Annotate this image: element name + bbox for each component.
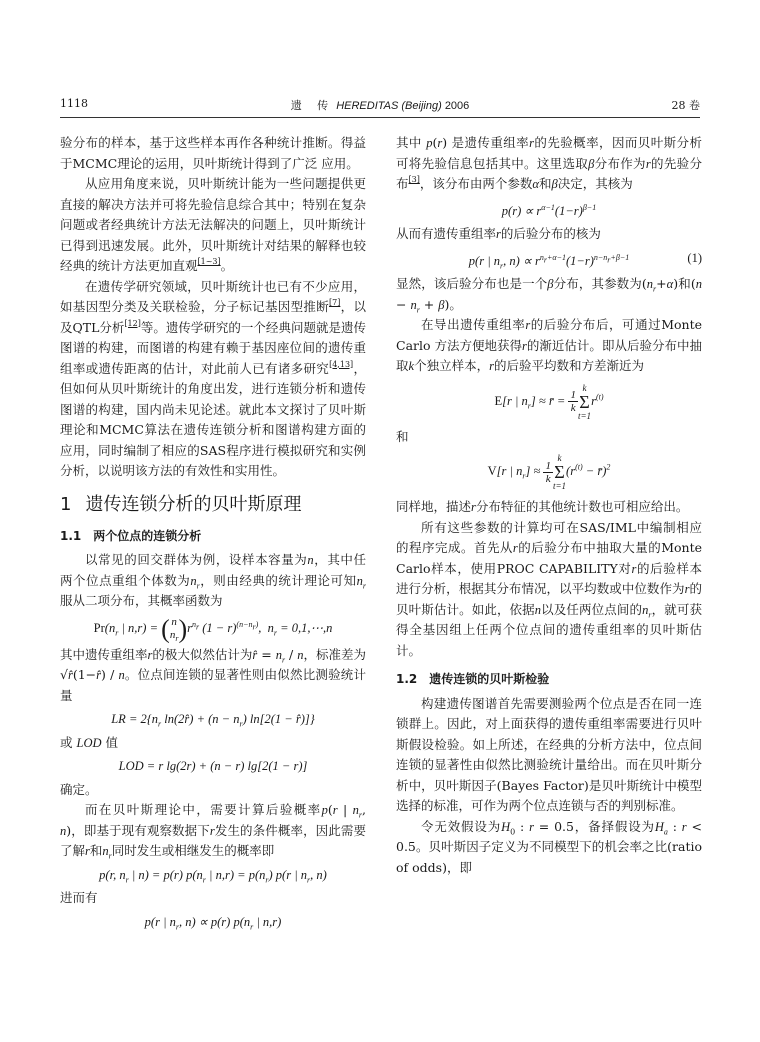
citation-link[interactable]: [4,13] — [329, 359, 354, 369]
paragraph: 或 LOD 值 — [60, 734, 119, 750]
citation-link[interactable]: [3] — [408, 175, 420, 184]
paragraph: 确定。 — [60, 781, 98, 797]
header-rule — [60, 117, 700, 118]
paragraph: 其中遗传重组率r的极大似然估计为r̂ = $n_r$ / n，标准差为√r̂(1−r̂) / n。位点间连锁的显著性则由似然比测验统计量 — [60, 646, 367, 703]
paragraph: 而在贝叶斯理论中，需要计算后验概率p(r | $n_r$, n)，即基于现有观察数据下r发生的条件概率，因此需要了解r和$n_r$同时发生或相继发生的概率即 — [60, 802, 366, 861]
subsection-heading: 1.1 两个位点的连锁分析 — [60, 528, 202, 543]
posterior-kernel-equation: p(r | $n_r$, $n) \propto r^{n_r+\alpha-1}(1-r)^{n-n_r+\beta-1}$ (1) — [396, 248, 702, 272]
lod-equation: LOD = r lg(2r) + (n − r) lg[2(1 − r)] — [118, 759, 308, 774]
citation-link[interactable]: [1~3] — [197, 257, 221, 266]
paragraph: 所有这些参数的计算均可在SAS/IML中编制相应的程序完成。首先从r的后验分布中抽取大量的Monte Carlo样本，使用PROC CAPABILITY对r的后验样本进行分析，根据其分布情况，以平均数或中位数作为r的贝叶斯估计。如此，依据n以及任两位点间的$n_r$，就可获得全基因组上任两个位点间的遗传重组率的贝叶斯估计。 — [396, 519, 702, 658]
paragraph: 令无效假设为$H_0$ : r = 0.5，备择假设为$H_a$ : r < 0.5。贝叶斯因子定义为不同模型下的机会率之比(ratio of odds)，即 — [396, 818, 702, 875]
equation-number: (1) — [687, 250, 702, 265]
left-column — [60, 133, 366, 935]
paragraph: 同样地，描述r分布特征的其他统计数也可相应给出。 — [396, 499, 689, 515]
paragraph: 其中 p(r) 是遗传重组率r的先验概率，因而贝叶斯分析可将先验信息包括其中。这里选取β分布作为r的先验分布[3]，该分布由两个参数α和β决定，其核为 — [396, 135, 702, 191]
paragraph: 在遗传学研究领域，贝叶斯统计也已有不少应用，如基因型分类及关联检验，分子标记基因型推断[7]，以及QTL分析[12]等。遗传学研究的一个经典问题就是遗传图谱的构建，而图谱的构建有赖于基因座位间的遗传重组率或遗传距离的估计，对此前人已有诸多研究[4,13]，但如何从贝叶斯统计的角度出发，进行连锁分析和遗传图谱的构建，国内尚未见论述。就此本文探讨了贝叶斯理论和MCMC算法在遗传连锁分析和图谱构建方面的应用，同时编制了相应的SAS程序进行模拟研究和实例分析，以说明该方法的有效性和实用性。 — [60, 278, 366, 478]
prior-kernel-equation: $p(r) \propto r^{\alpha-1}(1-r)^{\beta-1}$ — [501, 202, 597, 218]
posterior-mean-equation: E[r | $n_r$] ≈ r̄ = $\frac{1}{k}$ k Σ $t=1r^{(t)}$ — [494, 382, 604, 421]
citation-link[interactable]: [12] — [124, 318, 141, 328]
joint-probability-equation: p(r, $n_r$ | n) = p(r) $p(n_r$ | $n,r) = p(n_r)$ p(r | $n_r$, n) — [99, 867, 327, 885]
journal-title: 遗 传 HEREDITAS (Beijing) 2006 — [290, 99, 470, 112]
paragraph: 从而有遗传重组率r的后验分布的核为 — [396, 226, 601, 242]
right-column — [396, 133, 702, 878]
page-number: 1118 — [60, 97, 88, 110]
volume-label: 28 卷 — [671, 99, 700, 112]
paragraph: 构建遗传图谱首先需要测验两个位点是否在同一连锁群上。因此，对上面获得的遗传重组率需要进行贝叶斯假设检验。如上所述，在经典的分析方法中，位点间连锁的显著性由似然比测验统计量给出。而在贝叶斯分析中，贝叶斯因子(Bayes Factor)是贝叶斯统计中模型选择的标准，可作为两个位点连锁与否的判别标准。 — [396, 695, 702, 814]
lr-equation: LR = $2\{n_r$ ln(2r̂) + $(n - n_r)$ ln[2(1 − r̂)]} — [111, 712, 315, 729]
paragraph: 进而有 — [60, 890, 98, 906]
paragraph: 从应用角度来说，贝叶斯统计能为一些问题提供更直接的解决方法并可将先验信息综合其中；特别在复杂问题或者经典统计方法无法解决的问题上，贝叶斯统计已得到迅速发展。此外，贝叶斯统计对结果的解释也较经典的统计方法更加直观[1~3]。 — [60, 176, 366, 273]
binomial-equation: $Pr(n_r$ | n,r) = ( n $n_r$ )$r^{n_r}$ $(1 - r)^{(n-n_r)}$, $n_r$ = 0,1,⋯,n — [93, 613, 333, 643]
paragraph: 以常见的回交群体为例，设样本容量为n，其中任两个位点重组个体数为$n_r$，则由经典的统计理论可知$n_r$服从二项分布，其概率函数为 — [60, 552, 366, 608]
paragraph: 和 — [396, 428, 409, 444]
section-heading: 1 遗传连锁分析的贝叶斯原理 — [60, 493, 302, 515]
paragraph: 在导出遗传重组率r的后验分布后，可通过Monte Carlo 方法方便地获得r的渐近估计。即从后验分布中抽取k个独立样本，r的后验平均数和方差渐近为 — [396, 317, 702, 374]
posterior-proportional-equation: p(r | $n_r$, n) ∝ p(r) $p(n_r$ | n,r) — [144, 914, 282, 932]
paragraph: 验分布的样本，基于这些样本再作各种统计推断。得益于MCMC理论的运用，贝叶斯统计得到了广泛 应用。 — [60, 135, 366, 171]
posterior-variance-equation: V[r | $n_r$] ≈ $\frac{1}{k}$ k Σ $t=1(r^{(t)}$ − r̄)$^2$ — [487, 453, 611, 492]
citation-link[interactable]: [7] — [329, 298, 341, 307]
subsection-heading: 1.2 遗传连锁的贝叶斯检验 — [396, 672, 550, 687]
running-head — [60, 97, 700, 113]
paragraph: 显然，该后验分布也是一个β分布，其参数为$(n_r+\alpha)$和$(n - n_r + \beta)$。 — [396, 276, 702, 315]
